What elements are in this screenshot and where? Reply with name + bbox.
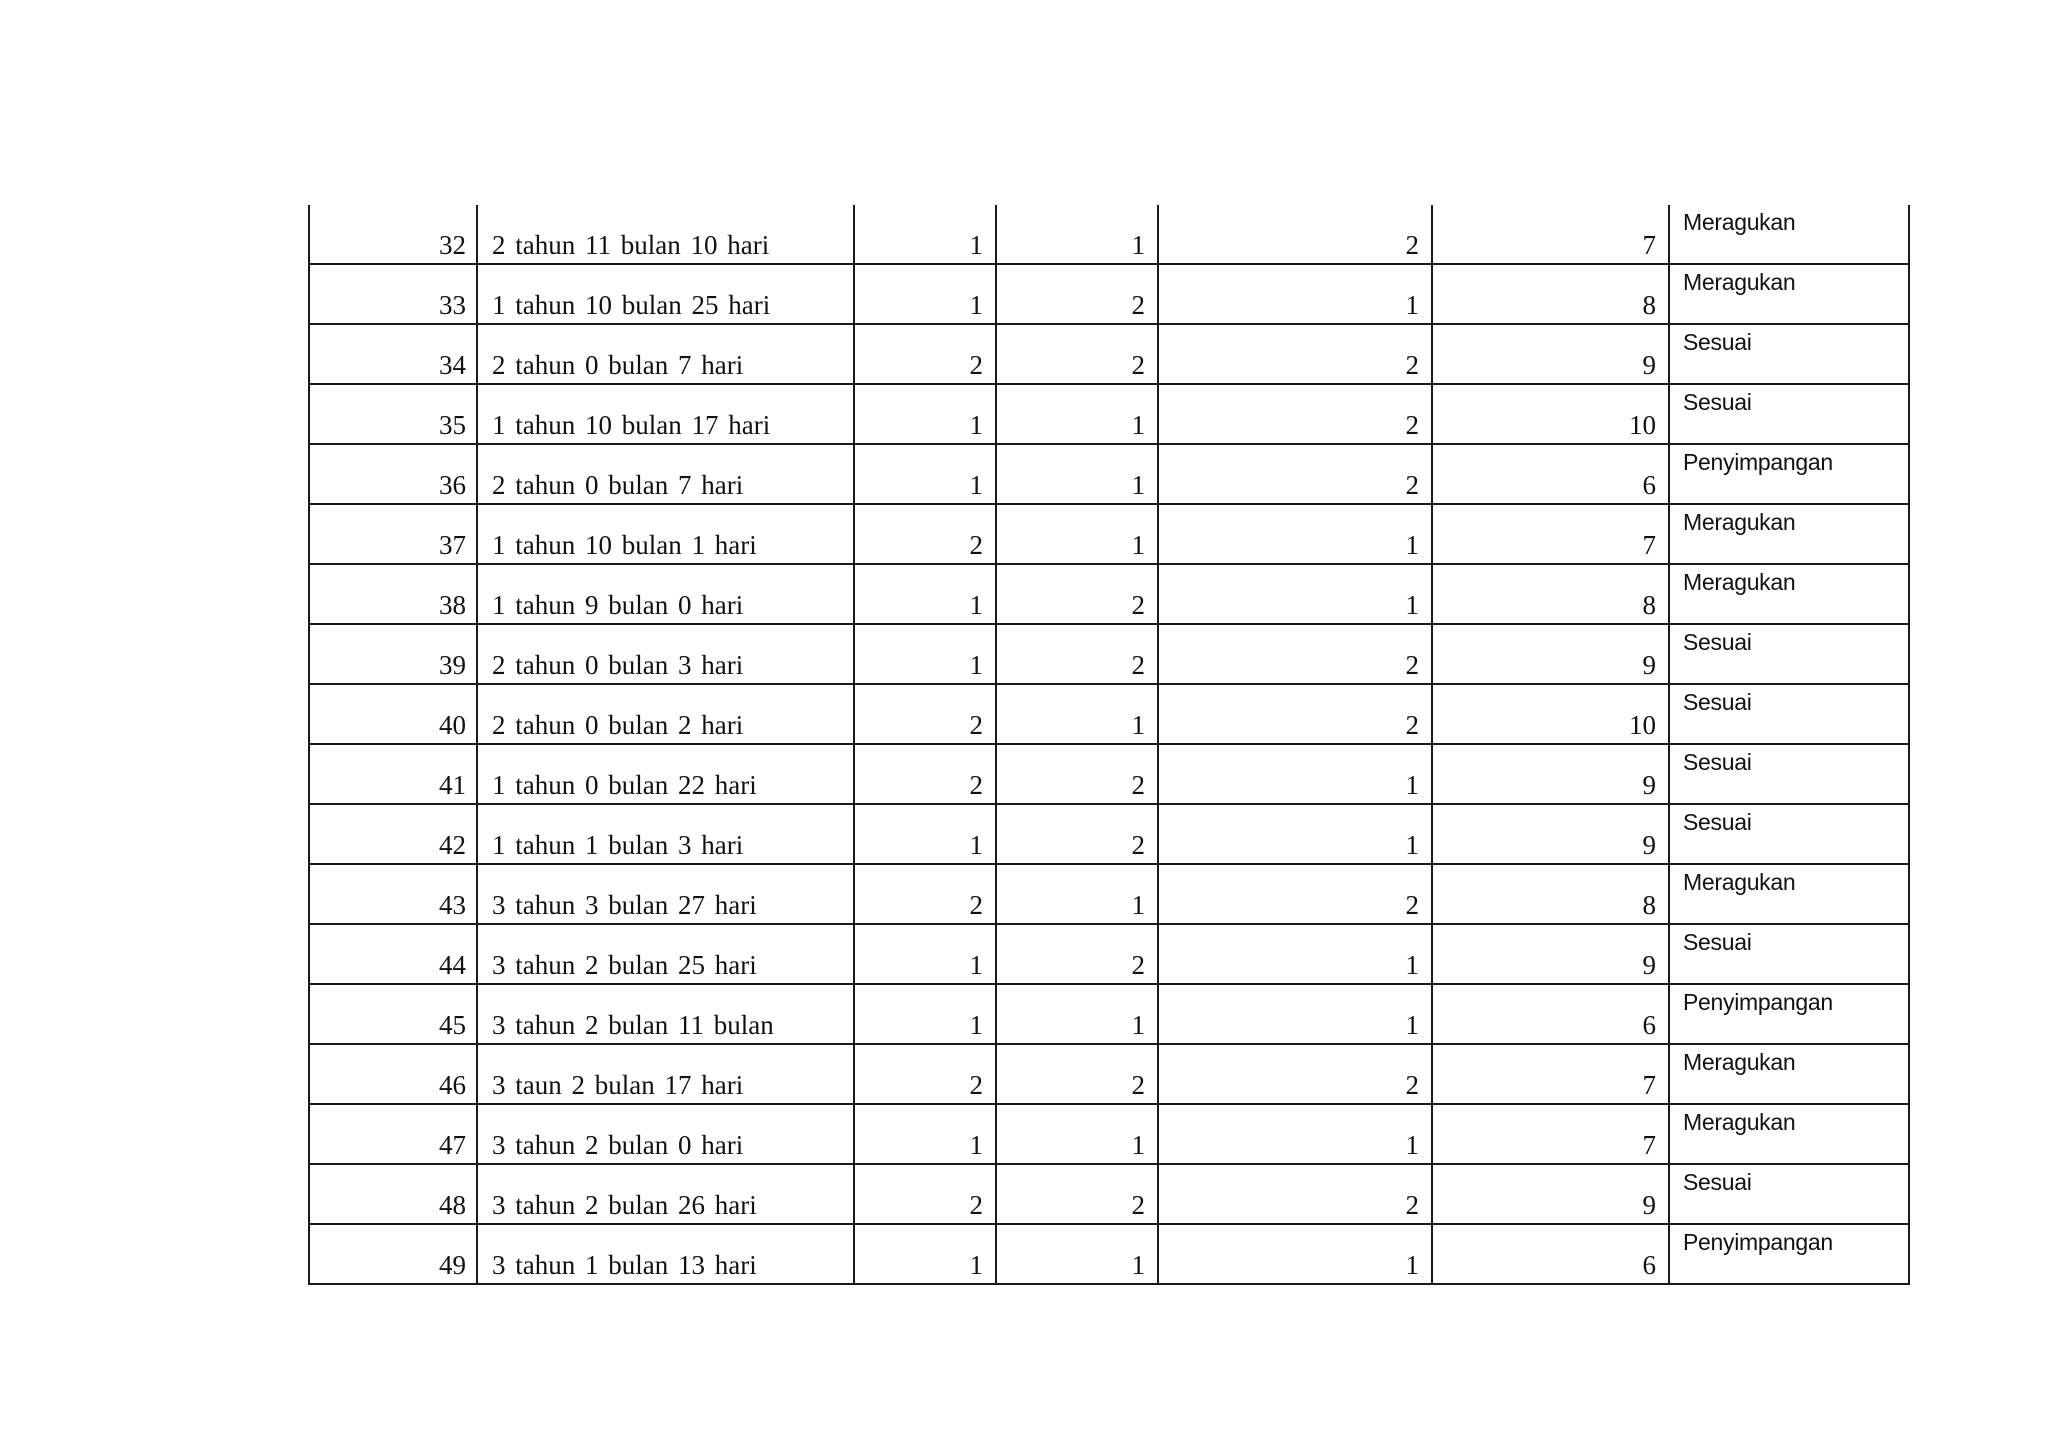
cell-interpretation: Sesuai [1669, 624, 1909, 684]
cell-age: 3 tahun 1 bulan 13 hari [477, 1224, 854, 1284]
table-row [309, 264, 1909, 324]
cell-score-b: 2 [996, 564, 1158, 624]
cell-interpretation: Sesuai [1669, 804, 1909, 864]
cell-total: 10 [1432, 684, 1669, 744]
cell-score-a: 1 [854, 624, 996, 684]
cell-score-c: 2 [1158, 1044, 1432, 1104]
cell-interpretation: Meragukan [1669, 564, 1909, 624]
cell-score-a: 1 [854, 384, 996, 444]
cell-score-b: 1 [996, 1224, 1158, 1284]
cell-score-c: 1 [1158, 1104, 1432, 1164]
cell-score-c: 1 [1158, 984, 1432, 1044]
cell-score-a: 1 [854, 564, 996, 624]
cell-total: 9 [1432, 324, 1669, 384]
cell-score-a: 1 [854, 205, 996, 264]
cell-age: 3 tahun 3 bulan 27 hari [477, 864, 854, 924]
cell-score-c: 2 [1158, 205, 1432, 264]
cell-number: 38 [309, 564, 477, 624]
cell-score-b: 2 [996, 264, 1158, 324]
cell-interpretation: Penyimpangan [1669, 444, 1909, 504]
cell-score-b: 2 [996, 924, 1158, 984]
cell-score-a: 1 [854, 924, 996, 984]
cell-total: 6 [1432, 1224, 1669, 1284]
cell-number: 34 [309, 324, 477, 384]
cell-total: 7 [1432, 1044, 1669, 1104]
table-row [309, 324, 1909, 384]
cell-score-b: 1 [996, 504, 1158, 564]
cell-score-c: 2 [1158, 624, 1432, 684]
cell-score-a: 2 [854, 684, 996, 744]
cell-age: 2 tahun 11 bulan 10 hari [477, 205, 854, 264]
cell-age: 1 tahun 10 bulan 25 hari [477, 264, 854, 324]
cell-total: 9 [1432, 804, 1669, 864]
table-row [309, 864, 1909, 924]
cell-interpretation: Sesuai [1669, 1164, 1909, 1224]
table-row [309, 924, 1909, 984]
cell-interpretation: Sesuai [1669, 384, 1909, 444]
cell-score-b: 2 [996, 624, 1158, 684]
cell-number: 39 [309, 624, 477, 684]
cell-score-b: 1 [996, 684, 1158, 744]
cell-total: 9 [1432, 744, 1669, 804]
cell-interpretation: Meragukan [1669, 1104, 1909, 1164]
cell-number: 36 [309, 444, 477, 504]
cell-total: 10 [1432, 384, 1669, 444]
cell-number: 48 [309, 1164, 477, 1224]
cell-interpretation: Sesuai [1669, 744, 1909, 804]
cell-score-a: 2 [854, 324, 996, 384]
cell-score-c: 2 [1158, 1164, 1432, 1224]
cell-interpretation: Sesuai [1669, 324, 1909, 384]
cell-score-b: 1 [996, 444, 1158, 504]
cell-age: 2 tahun 0 bulan 2 hari [477, 684, 854, 744]
cell-score-c: 1 [1158, 264, 1432, 324]
cell-score-b: 2 [996, 804, 1158, 864]
table-body [309, 205, 1909, 1284]
cell-score-a: 2 [854, 744, 996, 804]
table-row [309, 984, 1909, 1044]
cell-score-c: 1 [1158, 804, 1432, 864]
cell-number: 35 [309, 384, 477, 444]
cell-age: 3 tahun 2 bulan 26 hari [477, 1164, 854, 1224]
cell-score-a: 1 [854, 264, 996, 324]
cell-score-a: 1 [854, 1224, 996, 1284]
cell-total: 9 [1432, 1164, 1669, 1224]
cell-interpretation: Meragukan [1669, 504, 1909, 564]
cell-age: 3 tahun 2 bulan 11 bulan [477, 984, 854, 1044]
cell-score-c: 1 [1158, 564, 1432, 624]
cell-total: 7 [1432, 1104, 1669, 1164]
cell-total: 6 [1432, 444, 1669, 504]
cell-score-b: 2 [996, 324, 1158, 384]
cell-number: 33 [309, 264, 477, 324]
cell-score-c: 2 [1158, 684, 1432, 744]
cell-interpretation: Penyimpangan [1669, 1224, 1909, 1284]
cell-total: 9 [1432, 924, 1669, 984]
cell-total: 6 [1432, 984, 1669, 1044]
cell-number: 49 [309, 1224, 477, 1284]
cell-number: 43 [309, 864, 477, 924]
table-row [309, 684, 1909, 744]
cell-total: 8 [1432, 564, 1669, 624]
cell-score-b: 1 [996, 864, 1158, 924]
cell-age: 1 tahun 10 bulan 1 hari [477, 504, 854, 564]
cell-age: 3 taun 2 bulan 17 hari [477, 1044, 854, 1104]
data-table [308, 205, 1910, 1285]
cell-number: 45 [309, 984, 477, 1044]
cell-age: 1 tahun 0 bulan 22 hari [477, 744, 854, 804]
table-row [309, 564, 1909, 624]
cell-score-b: 2 [996, 744, 1158, 804]
cell-score-c: 2 [1158, 444, 1432, 504]
cell-number: 37 [309, 504, 477, 564]
cell-number: 32 [309, 205, 477, 264]
table-row [309, 1164, 1909, 1224]
cell-score-a: 2 [854, 1164, 996, 1224]
table-row [309, 504, 1909, 564]
cell-score-b: 1 [996, 205, 1158, 264]
table-row [309, 1104, 1909, 1164]
cell-score-c: 1 [1158, 744, 1432, 804]
cell-age: 3 tahun 2 bulan 0 hari [477, 1104, 854, 1164]
cell-age: 2 tahun 0 bulan 7 hari [477, 324, 854, 384]
cell-score-c: 1 [1158, 1224, 1432, 1284]
cell-score-b: 2 [996, 1164, 1158, 1224]
cell-total: 8 [1432, 264, 1669, 324]
cell-age: 1 tahun 9 bulan 0 hari [477, 564, 854, 624]
cell-interpretation: Meragukan [1669, 205, 1909, 264]
table-row [309, 744, 1909, 804]
cell-number: 46 [309, 1044, 477, 1104]
table-row [309, 1224, 1909, 1284]
table-row [309, 624, 1909, 684]
cell-total: 9 [1432, 624, 1669, 684]
cell-score-b: 1 [996, 984, 1158, 1044]
cell-interpretation: Penyimpangan [1669, 984, 1909, 1044]
cell-age: 2 tahun 0 bulan 7 hari [477, 444, 854, 504]
cell-number: 47 [309, 1104, 477, 1164]
cell-number: 44 [309, 924, 477, 984]
cell-score-a: 2 [854, 504, 996, 564]
cell-score-a: 1 [854, 444, 996, 504]
cell-interpretation: Sesuai [1669, 684, 1909, 744]
cell-age: 1 tahun 10 bulan 17 hari [477, 384, 854, 444]
cell-age: 3 tahun 2 bulan 25 hari [477, 924, 854, 984]
cell-score-a: 1 [854, 1104, 996, 1164]
cell-score-a: 2 [854, 1044, 996, 1104]
table-row [309, 804, 1909, 864]
cell-total: 7 [1432, 205, 1669, 264]
cell-score-c: 2 [1158, 384, 1432, 444]
cell-interpretation: Sesuai [1669, 924, 1909, 984]
table-row [309, 384, 1909, 444]
cell-interpretation: Meragukan [1669, 1044, 1909, 1104]
cell-number: 42 [309, 804, 477, 864]
cell-age: 1 tahun 1 bulan 3 hari [477, 804, 854, 864]
cell-interpretation: Meragukan [1669, 264, 1909, 324]
cell-score-c: 1 [1158, 504, 1432, 564]
cell-number: 40 [309, 684, 477, 744]
cell-score-b: 1 [996, 1104, 1158, 1164]
cell-interpretation: Meragukan [1669, 864, 1909, 924]
cell-total: 8 [1432, 864, 1669, 924]
table-row [309, 205, 1909, 264]
cell-total: 7 [1432, 504, 1669, 564]
cell-score-c: 2 [1158, 864, 1432, 924]
cell-score-c: 2 [1158, 324, 1432, 384]
cell-score-b: 1 [996, 384, 1158, 444]
cell-score-a: 1 [854, 804, 996, 864]
cell-score-b: 2 [996, 1044, 1158, 1104]
table-row [309, 444, 1909, 504]
table-row [309, 1044, 1909, 1104]
cell-age: 2 tahun 0 bulan 3 hari [477, 624, 854, 684]
cell-number: 41 [309, 744, 477, 804]
cell-score-a: 1 [854, 984, 996, 1044]
cell-score-c: 1 [1158, 924, 1432, 984]
cell-score-a: 2 [854, 864, 996, 924]
